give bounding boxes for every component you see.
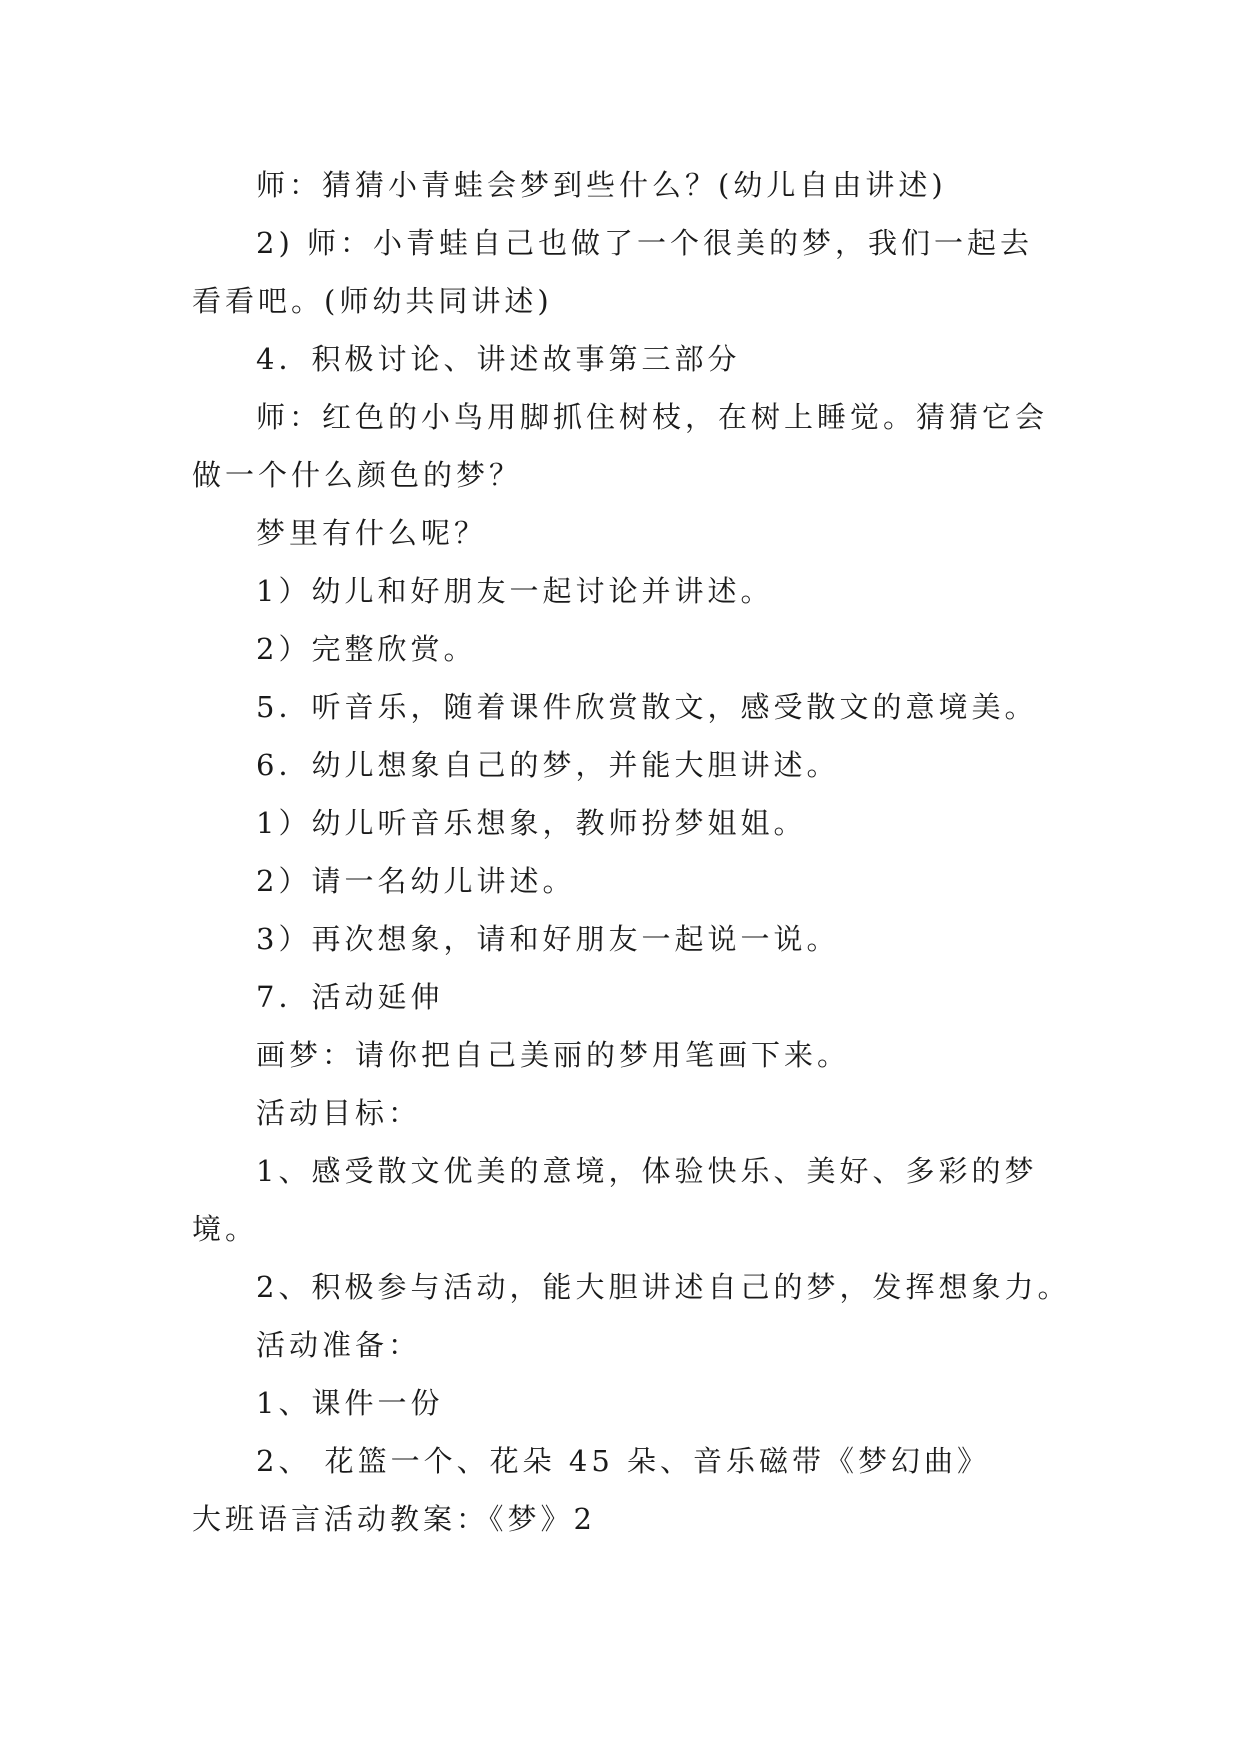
list-item: 2）完整欣赏。: [256, 632, 477, 666]
section-heading: 4．积极讨论、讲述故事第三部分: [256, 342, 741, 376]
section-heading: 6．幼儿想象自己的梦，并能大胆讲述。: [256, 748, 840, 782]
list-item: 1、感受散文优美的意境，体验快乐、美好、多彩的梦: [256, 1154, 1038, 1188]
document-title: 大班语言活动教案：《梦》2: [192, 1502, 596, 1536]
list-item: 3）再次想象，请和好朋友一起说一说。: [256, 922, 840, 956]
list-item: 2）请一名幼儿讲述。: [256, 864, 576, 898]
document-body: [192, 156, 1072, 1548]
list-item: 1）幼儿和好朋友一起讨论并讲述。: [256, 574, 774, 608]
paragraph-line: 画梦：请你把自己美丽的梦用笔画下来。: [256, 1038, 851, 1072]
list-item: 2、 花篮一个、花朵 45 朵、音乐磁带《梦幻曲》: [256, 1444, 991, 1478]
list-item: 1、课件一份: [256, 1386, 444, 1420]
list-item: 2、积极参与活动，能大胆讲述自己的梦，发挥想象力。: [256, 1270, 1071, 1304]
paragraph-line: 梦里有什么呢？: [256, 516, 488, 550]
paragraph-line: 2) 师：小青蛙自己也做了一个很美的梦，我们一起去: [256, 226, 1033, 260]
section-heading: 活动准备：: [256, 1328, 422, 1362]
section-heading: 5．听音乐，随着课件欣赏散文，感受散文的意境美。: [256, 690, 1038, 724]
list-item: 1）幼儿听音乐想象，教师扮梦姐姐。: [256, 806, 807, 840]
paragraph-line: 做一个什么颜色的梦？: [192, 458, 523, 492]
section-heading: 7．活动延伸: [256, 980, 444, 1014]
paragraph-line: 境。: [192, 1212, 259, 1246]
paragraph-line: 师：猜猜小青蛙会梦到些什么？(幼儿自由讲述): [256, 168, 947, 202]
section-heading: 活动目标：: [256, 1096, 422, 1130]
paragraph-line: 师：红色的小鸟用脚抓住树枝，在树上睡觉。猜猜它会: [256, 400, 1049, 434]
paragraph-line: 看看吧。(师幼共同讲述): [192, 284, 553, 318]
